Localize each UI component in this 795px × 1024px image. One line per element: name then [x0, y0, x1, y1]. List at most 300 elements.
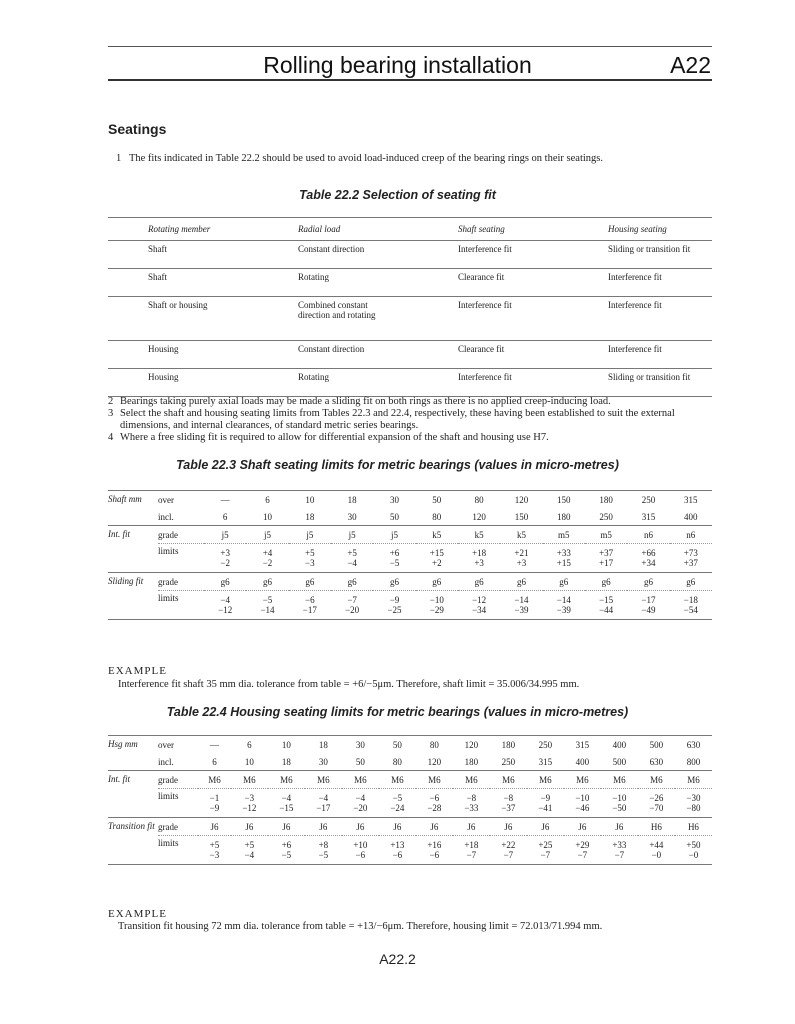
section-title: Seatings: [108, 121, 167, 137]
upper-limit: −10: [612, 793, 627, 803]
upper-limit: +66: [641, 548, 656, 558]
lower-limit: −6: [355, 850, 366, 860]
upper-limit: −9: [389, 595, 400, 605]
note-2: [108, 396, 714, 408]
table-cell: Interference fit: [458, 241, 608, 269]
upper-limit: −1: [209, 793, 220, 803]
lower-limit: −70: [649, 803, 664, 813]
limit-cell: [379, 789, 416, 818]
lower-limit: −3: [209, 850, 220, 860]
lower-limit: −5: [281, 850, 292, 860]
upper-limit: +13: [390, 840, 405, 850]
limit-cell: [231, 836, 268, 865]
table22-3: [108, 490, 712, 620]
upper-limit: +6: [389, 548, 400, 558]
lower-limit: −2: [220, 558, 230, 568]
lower-limit: −39: [556, 605, 571, 615]
upper-limit: −8: [466, 793, 477, 803]
table-cell: 30: [331, 508, 373, 526]
lower-limit: −5: [389, 558, 400, 568]
grade-cell: g6: [373, 573, 415, 591]
table-cell: 30: [305, 753, 342, 771]
table-cell: Interference fit: [458, 297, 608, 341]
note-text: The fits indicated in Table 22.2 should be used to avoid load-induced creep of the bearing rings on their seatings.: [128, 153, 604, 164]
grade-cell: J6: [527, 818, 564, 836]
lower-limit: −2: [262, 558, 273, 568]
table-cell: 180: [585, 491, 627, 509]
table22-3-caption: Table 22.3 Shaft seating limits for metric bearings (values in micro-metres): [176, 458, 619, 472]
table-cell: 315: [564, 736, 601, 754]
upper-limit: +29: [575, 840, 590, 850]
lower-limit: −6: [392, 850, 403, 860]
lower-limit: −39: [514, 605, 529, 615]
limit-cell: [585, 591, 627, 620]
table-cell: 80: [458, 491, 500, 509]
grade-cell: M6: [527, 771, 564, 789]
limit-cell: [543, 544, 585, 573]
upper-limit: +44: [649, 840, 664, 850]
size-over-row: [108, 491, 712, 509]
lower-limit: +3: [516, 558, 527, 568]
limit-cell: [246, 544, 288, 573]
note-1: [116, 153, 716, 165]
upper-limit: −12: [472, 595, 487, 605]
table-cell: Sliding or transition fit: [608, 241, 712, 269]
lower-limit: −80: [686, 803, 701, 813]
upper-limit: +5: [244, 840, 255, 850]
limit-cell: [458, 544, 500, 573]
limits-label: limits: [158, 591, 204, 620]
grade-cell: M6: [198, 771, 231, 789]
limit-cell: [543, 591, 585, 620]
grade-cell: J6: [305, 818, 342, 836]
col-header: Shaft seating: [458, 218, 608, 241]
col-header: Rotating member: [108, 218, 298, 241]
limit-cell: [453, 789, 490, 818]
incl-label: incl.: [158, 753, 198, 771]
grade-cell: H6: [675, 818, 712, 836]
table-cell: 50: [342, 753, 379, 771]
limit-cell: [331, 591, 373, 620]
table-cell: Interference fit: [458, 369, 608, 397]
upper-limit: +22: [501, 840, 516, 850]
table-cell: 50: [379, 736, 416, 754]
upper-limit: +73: [683, 548, 698, 558]
upper-limit: −9: [540, 793, 551, 803]
table-cell: Shaft or housing: [108, 297, 298, 341]
table-cell: 500: [638, 736, 675, 754]
table-cell: 180: [543, 508, 585, 526]
table-cell: 315: [670, 491, 712, 509]
example-1-text: Interference fit shaft 35 mm dia. tolerance from table = +6/−5μm. Therefore, shaft limit = 35.006/34.995 mm.: [118, 679, 580, 690]
lower-limit: −44: [599, 605, 614, 615]
table-row: [108, 241, 712, 269]
lower-limit: −17: [302, 605, 317, 615]
table22-2-caption: Table 22.2 Selection of seating fit: [299, 188, 496, 202]
note-text: Where a free sliding fit is required to allow for differential expansion of the shaft and housing use H7.: [120, 432, 549, 443]
table-cell: 315: [527, 753, 564, 771]
upper-limit: −8: [503, 793, 514, 803]
table-row: [108, 369, 712, 397]
lower-limit: −46: [575, 803, 590, 813]
limit-cell: [490, 789, 527, 818]
lower-limit: −4: [244, 850, 255, 860]
upper-limit: −6: [429, 793, 440, 803]
grade-cell: g6: [246, 573, 288, 591]
grade-cell: M6: [268, 771, 305, 789]
note-text: Select the shaft and housing seating limits from Tables 22.3 and 22.4, respectively, these having been established to suit the external dimensions, and internal clearances, of standard metric series bearings.: [120, 408, 675, 431]
grade-cell: J6: [379, 818, 416, 836]
upper-limit: −4: [318, 793, 329, 803]
upper-limit: +18: [464, 840, 479, 850]
upper-limit: −30: [686, 793, 701, 803]
upper-limit: −26: [649, 793, 664, 803]
table-cell: 150: [543, 491, 585, 509]
upper-limit: +8: [318, 840, 329, 850]
page-code: A22: [670, 52, 711, 78]
grade-cell: J6: [490, 818, 527, 836]
upper-limit: −10: [429, 595, 444, 605]
table-cell: 400: [670, 508, 712, 526]
limit-cell: [268, 836, 305, 865]
limits-row: [108, 789, 712, 818]
grade-cell: m5: [585, 526, 627, 544]
upper-limit: +37: [599, 548, 614, 558]
grade-cell: M6: [231, 771, 268, 789]
example-2-heading: EXAMPLE: [108, 908, 167, 920]
grade-cell: j5: [246, 526, 288, 544]
table22-2: [108, 217, 712, 397]
table-cell: Clearance fit: [458, 269, 608, 297]
limit-cell: [585, 544, 627, 573]
limit-cell: [500, 544, 542, 573]
limit-cell: [490, 836, 527, 865]
table-cell: Interference fit: [608, 297, 712, 341]
table-cell: Sliding or transition fit: [608, 369, 712, 397]
page-title: Rolling bearing installation: [263, 52, 532, 78]
table-cell: Rotating: [298, 369, 458, 397]
upper-limit: −5: [392, 793, 403, 803]
upper-limit: +18: [472, 548, 487, 558]
limit-cell: [601, 836, 638, 865]
lower-limit: −20: [345, 605, 360, 615]
grade-cell: M6: [675, 771, 712, 789]
limit-cell: [564, 836, 601, 865]
grade-cell: M6: [490, 771, 527, 789]
limit-cell: [670, 591, 712, 620]
limit-cell: [675, 836, 712, 865]
upper-limit: −7: [347, 595, 357, 605]
lower-limit: +37: [683, 558, 698, 568]
table-cell: 6: [198, 753, 231, 771]
limit-cell: [204, 544, 246, 573]
size-incl-row: [108, 508, 712, 526]
lower-limit: −34: [472, 605, 487, 615]
table-cell: Rotating: [298, 269, 458, 297]
limit-cell: [638, 836, 675, 865]
grade-cell: J6: [564, 818, 601, 836]
lower-limit: −15: [279, 803, 294, 813]
grade-cell: g6: [543, 573, 585, 591]
example-1-heading: EXAMPLE: [108, 665, 167, 677]
lower-limit: −9: [209, 803, 220, 813]
limit-cell: [527, 789, 564, 818]
grade-cell: j5: [289, 526, 331, 544]
upper-limit: +6: [281, 840, 292, 850]
lower-limit: −7: [540, 850, 551, 860]
page-number: A22.2: [379, 951, 416, 967]
limits-row: [108, 544, 712, 573]
table-cell: 6: [246, 491, 288, 509]
limit-cell: [527, 836, 564, 865]
table-cell: Interference fit: [608, 341, 712, 369]
note-number: 2: [108, 396, 114, 407]
over-label: over: [158, 736, 198, 754]
lower-limit: −12: [242, 803, 257, 813]
table-cell: 630: [638, 753, 675, 771]
grade-cell: M6: [564, 771, 601, 789]
notes-list: [108, 396, 714, 444]
table-cell: Constant direction: [298, 341, 458, 369]
table-cell: Shaft: [108, 269, 298, 297]
limit-cell: [373, 591, 415, 620]
upper-limit: −4: [281, 793, 292, 803]
upper-limit: +4: [262, 548, 273, 558]
size-label: Hsg mm: [108, 736, 158, 771]
upper-limit: +50: [686, 840, 701, 850]
limit-cell: [638, 789, 675, 818]
lower-limit: +3: [474, 558, 484, 568]
note-number: 4: [108, 432, 114, 443]
grade-cell: m5: [543, 526, 585, 544]
grade-cell: J6: [342, 818, 379, 836]
limits-row: [108, 591, 712, 620]
note-4: [108, 432, 714, 444]
fit-label: Sliding fit: [108, 573, 158, 620]
table-cell: 18: [289, 508, 331, 526]
grade-cell: M6: [601, 771, 638, 789]
grade-cell: M6: [342, 771, 379, 789]
table-cell: 80: [416, 736, 453, 754]
grade-cell: g6: [627, 573, 669, 591]
table-cell: 30: [342, 736, 379, 754]
upper-limit: −4: [220, 595, 230, 605]
note-number: 1: [116, 153, 122, 164]
limit-cell: [627, 591, 669, 620]
size-label: Shaft mm: [108, 491, 158, 526]
table-cell: 250: [527, 736, 564, 754]
table-cell: 18: [305, 736, 342, 754]
table-cell: 250: [627, 491, 669, 509]
table-cell: 250: [585, 508, 627, 526]
grade-label: grade: [158, 818, 198, 836]
limit-cell: [500, 591, 542, 620]
limit-cell: [246, 591, 288, 620]
grade-cell: g6: [458, 573, 500, 591]
table-cell: 50: [416, 491, 458, 509]
table-cell: Housing: [108, 341, 298, 369]
grade-label: grade: [158, 771, 198, 789]
lower-limit: −3: [305, 558, 315, 568]
grade-cell: J6: [416, 818, 453, 836]
grade-cell: H6: [638, 818, 675, 836]
lower-limit: −33: [464, 803, 479, 813]
grade-cell: M6: [638, 771, 675, 789]
limit-cell: [564, 789, 601, 818]
upper-limit: +3: [220, 548, 230, 558]
table22-4-caption: Table 22.4 Housing seating limits for metric bearings (values in micro-metres): [166, 705, 629, 719]
lower-limit: −0: [651, 850, 662, 860]
limits-label: limits: [158, 544, 204, 573]
limit-cell: [601, 789, 638, 818]
limit-cell: [342, 836, 379, 865]
table-cell: Clearance fit: [458, 341, 608, 369]
grade-cell: g6: [585, 573, 627, 591]
table-cell: Shaft: [108, 241, 298, 269]
limit-cell: [675, 789, 712, 818]
grade-cell: n6: [670, 526, 712, 544]
table-cell: 400: [601, 736, 638, 754]
table-cell: 50: [373, 508, 415, 526]
grade-cell: g6: [331, 573, 373, 591]
lower-limit: −7: [614, 850, 625, 860]
upper-limit: +15: [429, 548, 444, 558]
table-cell: Combined constant direction and rotating: [298, 297, 458, 341]
table-cell: 10: [246, 508, 288, 526]
lower-limit: −0: [688, 850, 699, 860]
upper-limit: −18: [683, 595, 698, 605]
limit-cell: [289, 544, 331, 573]
grade-cell: J6: [268, 818, 305, 836]
lower-limit: −7: [577, 850, 588, 860]
incl-label: incl.: [158, 508, 204, 526]
limit-cell: [416, 544, 458, 573]
table-cell: 180: [453, 753, 490, 771]
lower-limit: −50: [612, 803, 627, 813]
limit-cell: [416, 836, 453, 865]
limit-cell: [198, 836, 231, 865]
grade-label: grade: [158, 526, 204, 544]
size-incl-row: [108, 753, 712, 771]
lower-limit: −54: [683, 605, 698, 615]
limit-cell: [458, 591, 500, 620]
limit-cell: [268, 789, 305, 818]
upper-limit: −5: [262, 595, 273, 605]
lower-limit: −49: [641, 605, 656, 615]
limits-label: limits: [158, 836, 198, 865]
grade-cell: g6: [670, 573, 712, 591]
table-cell: 18: [268, 753, 305, 771]
note-number: 3: [108, 408, 114, 419]
limit-cell: [373, 544, 415, 573]
lower-limit: −14: [260, 605, 275, 615]
upper-limit: −14: [556, 595, 571, 605]
upper-limit: −6: [305, 595, 315, 605]
grade-row: [108, 818, 712, 836]
lower-limit: −24: [390, 803, 405, 813]
limit-cell: [342, 789, 379, 818]
lower-limit: −20: [353, 803, 368, 813]
table-cell: 150: [500, 508, 542, 526]
upper-limit: +33: [556, 548, 571, 558]
grade-label: grade: [158, 573, 204, 591]
table-cell: 6: [231, 736, 268, 754]
table-cell: 80: [379, 753, 416, 771]
grade-cell: M6: [453, 771, 490, 789]
grade-cell: J6: [453, 818, 490, 836]
col-header: Radial load: [298, 218, 458, 241]
lower-limit: +34: [641, 558, 656, 568]
table-cell: 800: [675, 753, 712, 771]
grade-cell: g6: [500, 573, 542, 591]
table-cell: 120: [458, 508, 500, 526]
lower-limit: −37: [501, 803, 516, 813]
lower-limit: −41: [538, 803, 553, 813]
table-cell: 80: [416, 508, 458, 526]
table-cell: 250: [490, 753, 527, 771]
table-cell: 400: [564, 753, 601, 771]
limit-cell: [416, 789, 453, 818]
lower-limit: −25: [387, 605, 402, 615]
limit-cell: [627, 544, 669, 573]
limit-cell: [231, 789, 268, 818]
limit-cell: [670, 544, 712, 573]
table-cell: —: [198, 736, 231, 754]
limit-cell: [305, 789, 342, 818]
grade-cell: g6: [289, 573, 331, 591]
upper-limit: +5: [209, 840, 220, 850]
limit-cell: [305, 836, 342, 865]
col-header: Housing seating: [608, 218, 712, 241]
lower-limit: −7: [503, 850, 514, 860]
upper-limit: −15: [599, 595, 614, 605]
table-cell: 18: [331, 491, 373, 509]
table-cell: —: [204, 491, 246, 509]
grade-cell: g6: [204, 573, 246, 591]
lower-limit: −29: [429, 605, 444, 615]
lower-limit: −6: [429, 850, 440, 860]
limit-cell: [453, 836, 490, 865]
table-cell: 30: [373, 491, 415, 509]
upper-limit: −17: [641, 595, 656, 605]
grade-row: [108, 573, 712, 591]
table-cell: 180: [490, 736, 527, 754]
upper-limit: −14: [514, 595, 529, 605]
limit-cell: [331, 544, 373, 573]
upper-limit: +16: [427, 840, 442, 850]
grade-cell: k5: [416, 526, 458, 544]
limits-label: limits: [158, 789, 198, 818]
lower-limit: +17: [599, 558, 614, 568]
lower-limit: −17: [316, 803, 331, 813]
lower-limit: −7: [466, 850, 477, 860]
limit-cell: [379, 836, 416, 865]
limits-row: [108, 836, 712, 865]
table-cell: 630: [675, 736, 712, 754]
grade-cell: M6: [305, 771, 342, 789]
table-cell: 10: [268, 736, 305, 754]
grade-cell: M6: [416, 771, 453, 789]
grade-cell: k5: [500, 526, 542, 544]
upper-limit: +21: [514, 548, 529, 558]
lower-limit: −12: [218, 605, 233, 615]
grade-cell: j5: [373, 526, 415, 544]
lower-limit: +2: [432, 558, 442, 568]
fit-label: Int. fit: [108, 771, 158, 818]
grade-row: [108, 771, 712, 789]
table-cell: 120: [416, 753, 453, 771]
table-cell: 6: [204, 508, 246, 526]
